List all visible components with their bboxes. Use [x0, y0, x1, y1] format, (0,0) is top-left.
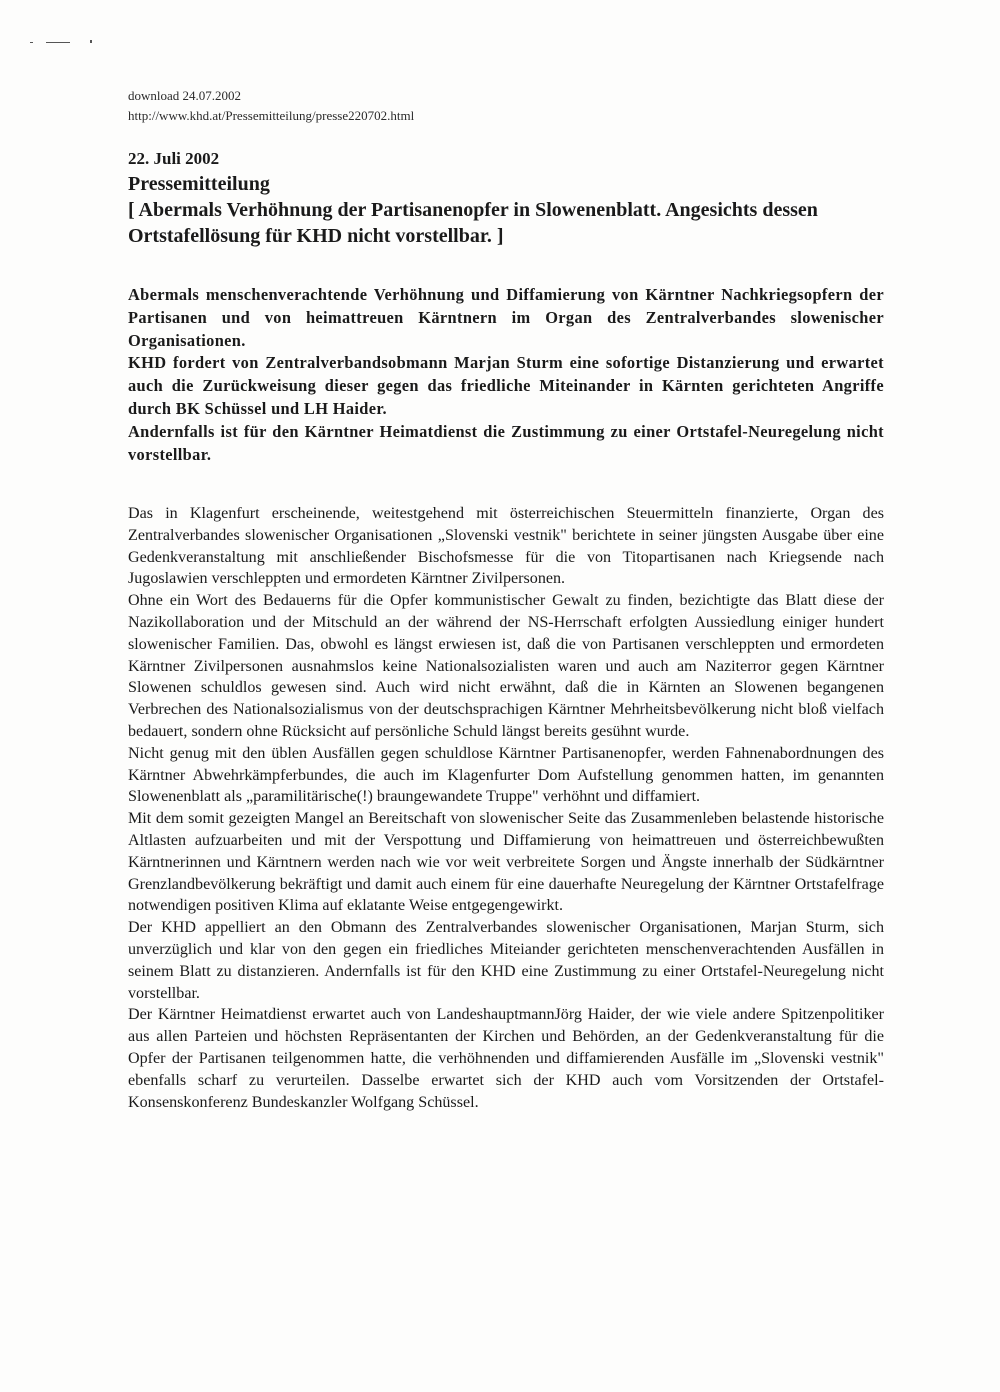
source-url: http://www.khd.at/Pressemitteilung/presse220702.html [128, 108, 415, 123]
source-info [128, 86, 414, 126]
body-paragraph: Der Kärntner Heimatdienst erwartet auch von LandeshauptmannJörg Haider, der wie viele andere Spitzenpolitiker aus allen Parteien und höchsten Repräsentanten der Kirchen und Behörden, an der Gedenkveranstaltung für die Opfer der Partisanen teilgenommen hatte, die verhöhnenden und diffamierenden Ausfälle im „Slovenski vestnik" ebenfalls scharf zu verurteilen. Dasselbe erwartet sich der KHD auch vom Vorsitzenden der Ortstafel-Konsenskonferenz Bundeskanzler Wolfgang Schüssel. [128, 1006, 884, 1111]
lead-paragraph: KHD fordert von Zentralverbandsobmann Marjan Sturm eine sofortige Distanzierung und erwartet auch die Zurückweisung dieser gegen das friedliche Miteinander in Kärnten gerichteten Angriffe durch BK Schüssel und LH Haider. [128, 353, 884, 418]
document-header [128, 147, 884, 249]
body-paragraph: Nicht genug mit den üblen Ausfällen gegen schuldlose Kärntner Partisanenopfer, werden Fahnenabordnungen des Kärntner Abwehrkämpferbundes, die auch im Klagenfurter Dom Aufstellung genommen hatten, im genannten Slowenenblatt als „paramilitärische(!) braungewandete Truppe" verhöhnt und diffamiert. [128, 744, 884, 806]
scan-mark [30, 36, 100, 48]
body-section [128, 503, 884, 1113]
body-paragraph: Der KHD appelliert an den Obmann des Zentralverbandes slowenischer Organisationen, Marjan Sturm, sich unverzüglich und klar von den gegen ein friedliches Miteiander gerichteten menschenverachtenden Ausfällen in seinem Blatt zu distanzieren. Andernfalls ist für den KHD eine Zustimmung zu einer Ortstafel-Neuregelung nicht vorstellbar. [128, 919, 884, 1002]
release-date: 22. Juli 2002 [128, 149, 220, 168]
scan-dash [46, 42, 70, 43]
lead-section [128, 284, 884, 466]
document-kind: Pressemitteilung [128, 173, 270, 195]
scan-dash [30, 42, 33, 43]
download-date: download 24.07.2002 [128, 88, 242, 103]
scan-dash [90, 40, 92, 43]
lead-paragraph: Andernfalls ist für den Kärntner Heimatdienst die Zustimmung zu einer Ortstafel-Neuregelung nicht vorstellbar. [128, 421, 884, 464]
document-title: [ Abermals Verhöhnung der Partisanenopfer in Slowenenblatt. Angesichts dessen Ortstafellösung für KHD nicht vorstellbar. ] [128, 199, 818, 247]
body-paragraph: Das in Klagenfurt erscheinende, weitestgehend mit österreichischen Steuermitteln finanzierte, Organ des Zentralverbandes slowenischer Organisationen „Slovenski vestnik" berichtete in seiner jüngsten Ausgabe über eine Gedenkveranstaltung mit anschließender Bischofsmesse für die von Titopartisanen nach Kriegsende nach Jugoslawien verschleppten und ermordeten Kärntner Zivilpersonen. [128, 505, 884, 588]
lead-paragraph: Abermals menschenverachtende Verhöhnung und Diffamierung von Kärntner Nachkriegsopfern der Partisanen und von heimattreuen Kärntnern im Organ des Zentralverbandes slowenischer Organisationen. [128, 285, 884, 350]
body-paragraph: Mit dem somit gezeigten Mangel an Bereitschaft von slowenischer Seite das Zusammenleben belastende historische Altlasten aufzuarbeiten und mit der Verspottung und Diffamierung von heimattreuen und österreichbewußten Kärntnerinnen und Kärntnern werden nach wie vor weit verbreitete Sorgen und Ängste innerhalb der Südkärntner Grenzlandbevölkerung bekräftigt und damit auch einem für eine dauerhafte Neuregelung der Kärntner Ortstafelfrage notwendigen positiven Klima auf eklatante Weise entgegengewirkt. [128, 810, 884, 915]
body-paragraph: Ohne ein Wort des Bedauerns für die Opfer kommunistischer Gewalt zu finden, bezichtigte das Blatt diese der Nazikollaboration und der Mitschuld an der während der NS-Herrschaft erfolgten Aussiedlung einiger hundert slowenischer Familien. Das, obwohl es längst erwiesen ist, daß die von Partisanen verschleppten und ermordeten Kärntner Zivilpersonen ausnahmslos keine Nationalsozialisten waren und auch am Naziterror gegen Kärntner Slowenen schuldlos gewesen sind. Auch wird nicht erwähnt, daß die in Kärnten an Slowenen begangenen Verbrechen des Nationalsozialismus von der deutschsprachigen Kärntner Mehrheitsbevölkerung nicht bloß vielfach bedauert, sondern ohne Rücksicht auf persönliche Schuld längst bereits gesühnt wurde. [128, 592, 884, 740]
